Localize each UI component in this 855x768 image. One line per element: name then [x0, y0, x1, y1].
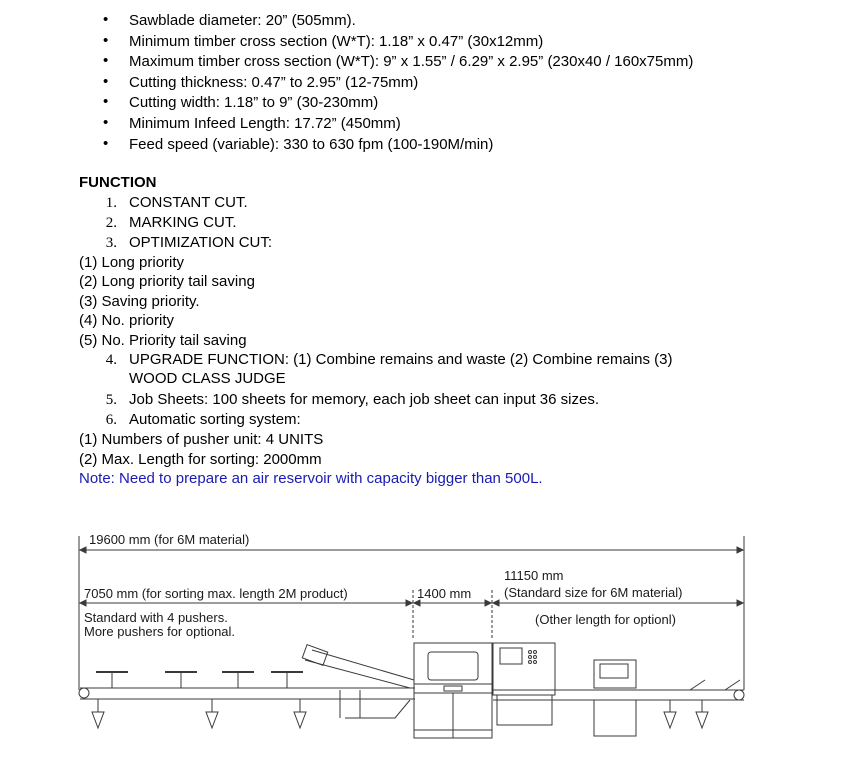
spec-item: Cutting thickness: 0.47” to 2.95” (12-75mm)	[129, 74, 419, 91]
optimization-option: (5) No. Priority tail saving	[79, 332, 247, 349]
spec-item: Minimum timber cross section (W*T): 1.18” x 0.47” (30x12mm)	[129, 33, 544, 50]
dimension-right-label: 11150 mm	[504, 568, 564, 583]
spec-item: Minimum Infeed Length: 17.72” (450mm)	[129, 115, 401, 132]
function-item: CONSTANT CUT.	[129, 194, 248, 211]
dimension-right-sublabel: (Standard size for 6M material)	[504, 585, 683, 600]
bullet-icon: •	[103, 11, 109, 28]
optimization-option: (2) Long priority tail saving	[79, 273, 255, 290]
dimension-sorting-label: 7050 mm (for sorting max. length 2M product)	[84, 586, 348, 601]
function-item: MARKING CUT.	[129, 214, 237, 231]
function-heading: FUNCTION	[79, 174, 157, 191]
pushers-standard-label: Standard with 4 pushers.	[84, 610, 228, 625]
list-number: 2.	[105, 215, 117, 231]
dimension-middle-label: 1400 mm	[417, 586, 472, 601]
function-item: Job Sheets: 100 sheets for memory, each job sheet can input 36 sizes.	[129, 391, 599, 408]
sorting-option: (1) Numbers of pusher unit: 4 UNITS	[79, 431, 324, 448]
spec-item: Cutting width: 1.18” to 9” (30-230mm)	[129, 94, 379, 111]
pushers-optional-label: More pushers for optional.	[84, 624, 236, 639]
function-item: Automatic sorting system:	[129, 411, 301, 428]
spec-item: Feed speed (variable): 330 to 630 fpm (100-190M/min)	[129, 136, 494, 153]
bullet-icon: •	[103, 114, 109, 131]
optimization-option: (4) No. priority	[79, 312, 175, 329]
function-item: OPTIMIZATION CUT:	[129, 234, 273, 251]
bullet-icon: •	[103, 93, 109, 110]
optimization-option: (1) Long priority	[79, 254, 185, 271]
list-number: 1.	[105, 195, 117, 211]
list-number: 5.	[105, 392, 117, 408]
function-item: UPGRADE FUNCTION: (1) Combine remains and waste (2) Combine remains (3)	[129, 351, 673, 368]
bullet-icon: •	[103, 52, 109, 69]
spec-item: Maximum timber cross section (W*T): 9” x 1.55” / 6.29” x 2.95” (230x40 / 160x75mm)	[129, 53, 694, 70]
list-number: 3.	[105, 235, 117, 251]
bullet-icon: •	[103, 32, 109, 49]
sorting-conveyor	[79, 645, 415, 728]
saw-unit	[414, 643, 492, 738]
other-length-label: (Other length for optionl)	[535, 612, 676, 627]
dimension-total-label: 19600 mm (for 6M material)	[89, 532, 250, 547]
infeed-section	[493, 643, 744, 736]
list-number: 4.	[105, 352, 117, 368]
list-number: 6.	[105, 412, 117, 428]
bullet-icon: •	[103, 73, 109, 90]
bullet-icon: •	[103, 135, 109, 152]
spec-item: Sawblade diameter: 20” (505mm).	[129, 12, 356, 29]
sorting-option: (2) Max. Length for sorting: 2000mm	[79, 451, 322, 468]
air-reservoir-note: Note: Need to prepare an air reservoir with capacity bigger than 500L.	[79, 470, 543, 487]
optimization-option: (3) Saving priority.	[79, 293, 200, 310]
function-item-continued: WOOD CLASS JUDGE	[129, 370, 286, 387]
